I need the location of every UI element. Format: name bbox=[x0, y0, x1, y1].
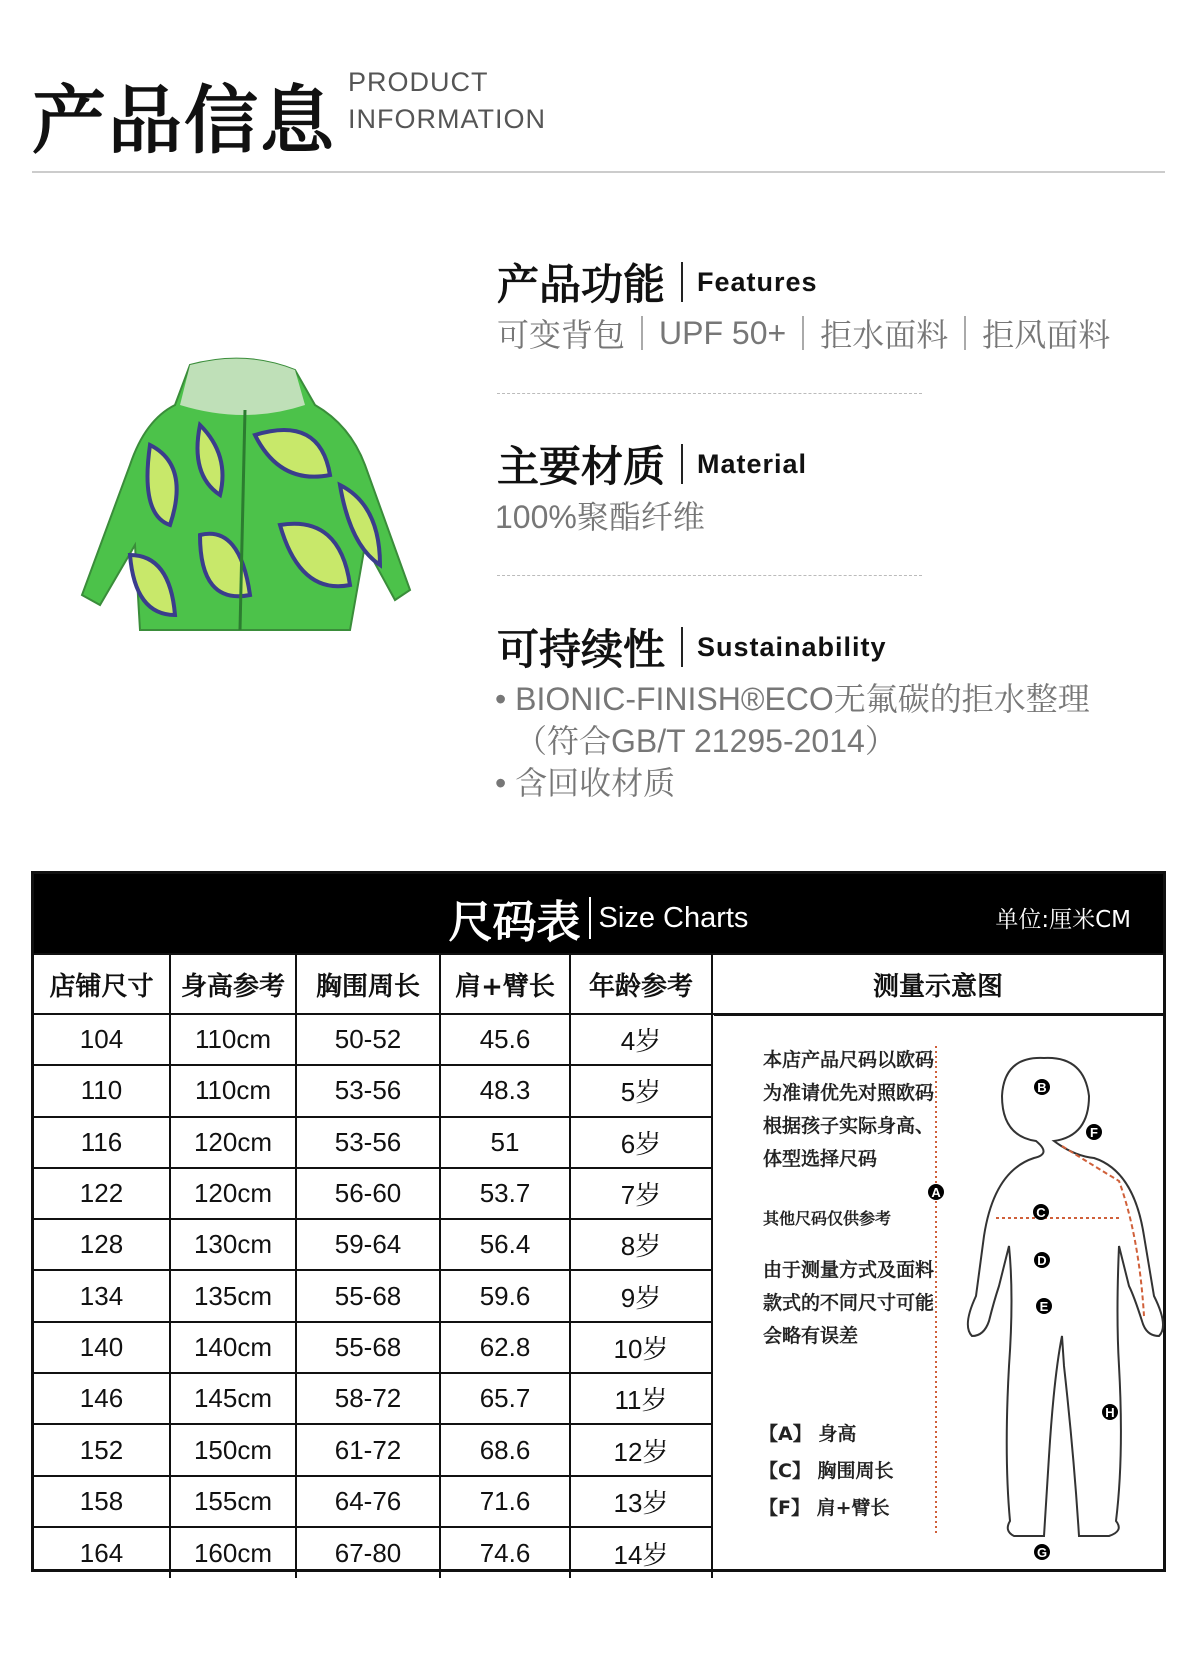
table-cell: 55-68 bbox=[296, 1322, 440, 1373]
sustainability-heading bbox=[497, 617, 887, 677]
diagram-note-error bbox=[763, 1254, 934, 1353]
features-title-en: Features bbox=[697, 266, 818, 297]
legend-item: 【F】 肩+臂长 bbox=[759, 1497, 890, 1519]
sustainability-title-en: Sustainability bbox=[697, 631, 887, 662]
svg-text:A: A bbox=[931, 1185, 941, 1200]
column-header: 肩+臂长 bbox=[440, 954, 570, 1014]
table-cell: 62.8 bbox=[440, 1322, 570, 1373]
features-list bbox=[497, 310, 1110, 356]
section-divider bbox=[497, 393, 922, 394]
marker-f bbox=[1086, 1124, 1102, 1140]
table-cell: 59-64 bbox=[296, 1219, 440, 1270]
unit-label: 单位:厘米CM bbox=[995, 907, 1131, 933]
table-cell: 145cm bbox=[170, 1373, 296, 1424]
section-divider bbox=[497, 575, 922, 576]
sustainability-title-cn: 可持续性 bbox=[497, 625, 666, 674]
svg-text:B: B bbox=[1037, 1080, 1047, 1095]
note-line: 本店产品尺码以欧码 bbox=[763, 1049, 935, 1071]
table-cell: 120cm bbox=[170, 1117, 296, 1168]
table-cell: 14岁 bbox=[570, 1527, 712, 1578]
table-cell: 110 bbox=[34, 1065, 170, 1116]
table-cell: 104 bbox=[34, 1014, 170, 1065]
column-header: 胸围周长 bbox=[296, 954, 440, 1014]
table-cell: 68.6 bbox=[440, 1424, 570, 1475]
table-cell: 110cm bbox=[170, 1014, 296, 1065]
table-cell: 150cm bbox=[170, 1424, 296, 1475]
jacket-image bbox=[80, 355, 410, 655]
table-cell: 58-72 bbox=[296, 1373, 440, 1424]
svg-text:F: F bbox=[1090, 1125, 1098, 1140]
size-chart-title bbox=[34, 886, 1163, 950]
table-cell: 53-56 bbox=[296, 1117, 440, 1168]
table-cell: 65.7 bbox=[440, 1373, 570, 1424]
table-cell: 134 bbox=[34, 1270, 170, 1321]
features-title-cn: 产品功能 bbox=[497, 260, 666, 309]
table-cell: 9岁 bbox=[570, 1270, 712, 1321]
table-cell: 128 bbox=[34, 1219, 170, 1270]
size-chart-title-en: Size Charts bbox=[598, 901, 749, 934]
table-cell: 120cm bbox=[170, 1168, 296, 1219]
table-cell: 140cm bbox=[170, 1322, 296, 1373]
size-chart-header bbox=[34, 874, 1163, 953]
table-cell: 4岁 bbox=[570, 1014, 712, 1065]
marker-d bbox=[1034, 1252, 1050, 1268]
marker-b bbox=[1034, 1079, 1050, 1095]
svg-text:E: E bbox=[1039, 1299, 1049, 1314]
sustainability-list bbox=[495, 678, 1090, 804]
table-cell: 7岁 bbox=[570, 1168, 712, 1219]
legend-item: 【A】 身高 bbox=[759, 1423, 857, 1445]
table-cell: 110cm bbox=[170, 1065, 296, 1116]
note-line: 会略有误差 bbox=[763, 1325, 859, 1347]
table-cell: 56.4 bbox=[440, 1219, 570, 1270]
diagram-legend bbox=[759, 1416, 894, 1527]
marker-e bbox=[1036, 1298, 1052, 1314]
table-cell: 48.3 bbox=[440, 1065, 570, 1116]
table-cell: 45.6 bbox=[440, 1014, 570, 1065]
table-cell: 130cm bbox=[170, 1219, 296, 1270]
body-figure bbox=[931, 1036, 1166, 1566]
feature-item: UPF 50+ bbox=[659, 314, 787, 351]
table-cell: 6岁 bbox=[570, 1117, 712, 1168]
table-cell: 146 bbox=[34, 1373, 170, 1424]
feature-separator bbox=[641, 316, 643, 350]
size-chart-title-cn: 尺码表 bbox=[448, 897, 581, 948]
feature-item: 拒风面料 bbox=[982, 317, 1111, 353]
heading-separator bbox=[681, 262, 683, 302]
table-cell: 116 bbox=[34, 1117, 170, 1168]
table-cell: 160cm bbox=[170, 1527, 296, 1578]
table-cell: 56-60 bbox=[296, 1168, 440, 1219]
note-line: 为准请优先对照欧码 bbox=[763, 1082, 935, 1104]
sustainability-item-text: BIONIC-FINISH®ECO无氟碳的拒水整理 bbox=[515, 681, 1090, 717]
diagram-note-size-basis bbox=[763, 1044, 934, 1176]
note-line: 体型选择尺码 bbox=[763, 1148, 878, 1170]
column-header: 身高参考 bbox=[170, 954, 296, 1014]
table-cell: 10岁 bbox=[570, 1322, 712, 1373]
sustainability-item: • BIONIC-FINISH®ECO无氟碳的拒水整理 bbox=[495, 681, 1090, 717]
table-cell: 64-76 bbox=[296, 1476, 440, 1527]
table-cell: 53-56 bbox=[296, 1065, 440, 1116]
heading-separator bbox=[589, 897, 591, 939]
feature-separator bbox=[964, 316, 966, 350]
size-chart bbox=[31, 871, 1166, 1572]
marker-h bbox=[1102, 1404, 1118, 1420]
table-cell: 135cm bbox=[170, 1270, 296, 1321]
feature-item: 可变背包 bbox=[497, 317, 626, 353]
table-cell: 140 bbox=[34, 1322, 170, 1373]
table-cell: 67-80 bbox=[296, 1527, 440, 1578]
table-cell: 152 bbox=[34, 1424, 170, 1475]
material-title-en: Material bbox=[697, 448, 808, 479]
table-cell: 5岁 bbox=[570, 1065, 712, 1116]
marker-g bbox=[1034, 1544, 1050, 1560]
table-cell: 12岁 bbox=[570, 1424, 712, 1475]
heading-separator bbox=[681, 444, 683, 484]
feature-item: 拒水面料 bbox=[820, 317, 949, 353]
svg-text:H: H bbox=[1105, 1405, 1115, 1420]
marker-a bbox=[928, 1184, 944, 1200]
table-cell: 11岁 bbox=[570, 1373, 712, 1424]
table-cell: 8岁 bbox=[570, 1219, 712, 1270]
table-cell: 164 bbox=[34, 1527, 170, 1578]
marker-c bbox=[1033, 1204, 1049, 1220]
table-cell: 53.7 bbox=[440, 1168, 570, 1219]
feature-separator bbox=[802, 316, 804, 350]
sustainability-item: • 含回收材质 bbox=[495, 765, 676, 801]
svg-text:G: G bbox=[1036, 1545, 1048, 1560]
note-line: 款式的不同尺寸可能 bbox=[763, 1292, 935, 1314]
column-header: 测量示意图 bbox=[712, 954, 1163, 1014]
table-cell: 74.6 bbox=[440, 1527, 570, 1578]
sustainability-item-text: 含回收材质 bbox=[515, 765, 676, 801]
table-cell: 122 bbox=[34, 1168, 170, 1219]
column-header: 店铺尺寸 bbox=[34, 954, 170, 1014]
svg-text:C: C bbox=[1036, 1205, 1046, 1220]
column-header: 年龄参考 bbox=[570, 954, 712, 1014]
material-value: 100%聚酯纤维 bbox=[495, 499, 705, 535]
legend-item: 【C】 胸围周长 bbox=[759, 1460, 894, 1482]
table-cell: 59.6 bbox=[440, 1270, 570, 1321]
heading-separator bbox=[681, 627, 683, 667]
table-cell: 61-72 bbox=[296, 1424, 440, 1475]
header-divider bbox=[32, 171, 1165, 173]
note-line: 根据孩子实际身高、 bbox=[763, 1115, 935, 1137]
note-line: 由于测量方式及面料 bbox=[763, 1259, 935, 1281]
page-title: 产品信息 bbox=[32, 78, 336, 164]
table-cell: 51 bbox=[440, 1117, 570, 1168]
measurement-diagram bbox=[714, 1014, 1166, 1572]
svg-text:D: D bbox=[1037, 1253, 1047, 1268]
table-cell: 13岁 bbox=[570, 1476, 712, 1527]
sustainability-item-note: （符合GB/T 21295-2014） bbox=[515, 723, 897, 759]
page-subtitle-line2: INFORMATION bbox=[348, 104, 546, 134]
table-cell: 155cm bbox=[170, 1476, 296, 1527]
features-heading bbox=[497, 252, 818, 312]
diagram-note-reference: 其他尺码仅供参考 bbox=[763, 1209, 892, 1228]
table-cell: 158 bbox=[34, 1476, 170, 1527]
material-title-cn: 主要材质 bbox=[497, 442, 666, 491]
table-cell: 50-52 bbox=[296, 1014, 440, 1065]
page-subtitle-line1: PRODUCT bbox=[348, 67, 489, 97]
table-cell: 71.6 bbox=[440, 1476, 570, 1527]
table-cell: 55-68 bbox=[296, 1270, 440, 1321]
material-heading bbox=[497, 434, 807, 494]
